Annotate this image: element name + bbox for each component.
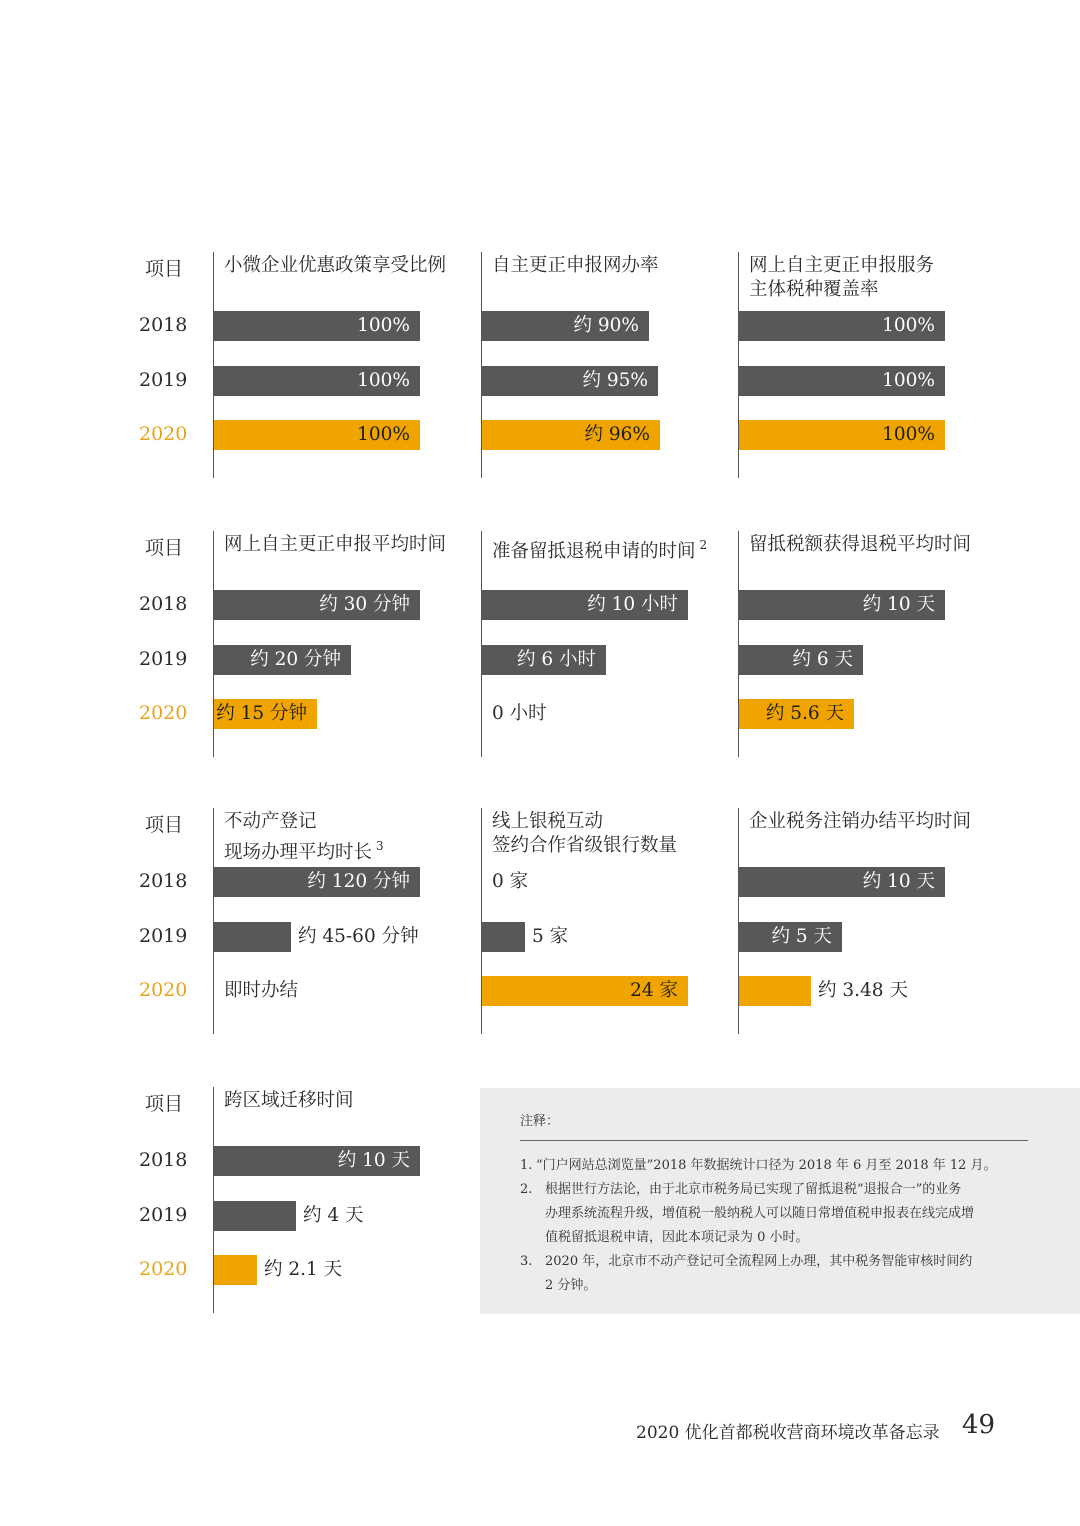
panel-title-line: [749, 810, 971, 834]
bar-value-label: 100%: [882, 424, 935, 445]
panel-title-text: 线上银税互动: [492, 811, 604, 832]
bar-value-label: 约 6 小时: [516, 649, 596, 670]
panel-title-line: [224, 1089, 354, 1113]
bar: [214, 922, 291, 952]
bar-value-label: 100%: [357, 315, 410, 336]
bar-value-label: 24 家: [630, 980, 678, 1001]
bar-value-label: 约 3.48 天: [818, 980, 908, 1001]
row-header-label: 项目: [145, 1093, 184, 1115]
bar-value-label: 约 10 天: [337, 1150, 410, 1171]
year-label: 2018: [139, 314, 188, 336]
panel-title: [492, 810, 677, 858]
panel-title: [224, 810, 384, 865]
panel-title-text: 跨区域迁移时间: [224, 1090, 354, 1111]
bar-value-label: 约 4 天: [303, 1205, 364, 1226]
panel-title: [224, 1089, 354, 1113]
panel-title-text: 小微企业优惠政策享受比例: [224, 255, 447, 276]
note-line: 根据世行方法论，由于北京市税务局已实现了留抵退税“退报合一”的业务: [545, 1182, 962, 1197]
panel-title-line: [224, 834, 384, 865]
bar-value-label: 约 95%: [582, 370, 648, 391]
bar: [214, 1255, 257, 1285]
page-number: 49: [962, 1410, 996, 1440]
bar-value-label: 约 10 天: [862, 594, 935, 615]
panel-title-line: [749, 533, 971, 557]
panel-title-line: [224, 533, 446, 557]
notes-box: [480, 1088, 1080, 1314]
bar-value-label: 约 6 天: [792, 649, 853, 670]
bar-value-label: 约 5.6 天: [765, 703, 844, 724]
year-label: 2019: [139, 648, 188, 670]
bar-value-label: 约 15 分钟: [216, 703, 307, 724]
note-line: 2020 年，北京市不动产登记可全流程网上办理，其中税务智能审核时间约: [545, 1254, 973, 1269]
footnote-marker: 3: [376, 839, 384, 853]
bar-value-label: 约 10 天: [862, 871, 935, 892]
notes-divider: [520, 1140, 1028, 1141]
bar-value-label: 约 2.1 天: [264, 1259, 343, 1280]
panel-title-line: [492, 254, 659, 278]
panel-title-line: [224, 810, 384, 834]
panel-title: [224, 254, 446, 278]
note-number: 2.: [520, 1182, 533, 1197]
panel-title: [492, 533, 707, 564]
panel-title: [749, 533, 971, 557]
year-label: 2020: [139, 1258, 188, 1280]
panel-title-line: [749, 254, 934, 278]
row-header-label: 项目: [145, 537, 184, 559]
bar: [214, 1201, 296, 1231]
bar-value-label: 0 家: [492, 871, 529, 892]
year-label: 2018: [139, 870, 188, 892]
panel-title: [749, 810, 971, 834]
bar-value-label: 约 10 小时: [587, 594, 678, 615]
year-label: 2020: [139, 702, 188, 724]
panel-title-text: 不动产登记: [224, 811, 317, 832]
axis-line: [213, 808, 214, 1034]
panel-title: [492, 254, 659, 278]
year-label: 2018: [139, 593, 188, 615]
bar-value-label: 0 小时: [492, 703, 547, 724]
note-number: 3.: [520, 1254, 533, 1269]
panel-title-text: 准备留抵退税申请的时间: [492, 541, 696, 562]
panel-title-line: [492, 533, 707, 564]
panel-title: [749, 254, 934, 302]
note-number: 1.: [520, 1158, 533, 1173]
panel-title-text: 留抵税额获得退税平均时间: [749, 534, 972, 555]
panel-title-text: 企业税务注销办结平均时间: [749, 811, 972, 832]
panel-title-text: 主体税种覆盖率: [749, 279, 879, 300]
year-label: 2020: [139, 423, 188, 445]
bar-value-label: 约 20 分钟: [250, 649, 341, 670]
panel-title-line: [749, 278, 934, 302]
year-label: 2019: [139, 925, 188, 947]
year-label: 2019: [139, 369, 188, 391]
panel-title: [224, 533, 446, 557]
year-label: 2020: [139, 979, 188, 1001]
bar-value-label: 100%: [357, 370, 410, 391]
panel-title-text: 网上自主更正申报服务: [749, 255, 935, 276]
footer-title: 2020 优化首都税收营商环境改革备忘录: [636, 1423, 940, 1443]
notes-title: 注释：: [520, 1114, 560, 1129]
bar-value-label: 约 30 分钟: [319, 594, 410, 615]
bar-value-label: 即时办结: [224, 980, 299, 1001]
note-line: 值税留抵退税申请，因此本项记录为 0 小时。: [545, 1230, 809, 1245]
panel-title-text: 自主更正申报网办率: [492, 255, 659, 276]
footnote-marker: 2: [699, 538, 708, 552]
panel-title-line: [492, 810, 677, 834]
bar-value-label: 100%: [882, 315, 935, 336]
bar-value-label: 约 96%: [584, 424, 650, 445]
row-header-label: 项目: [145, 814, 184, 836]
axis-line: [481, 531, 482, 757]
bar: [482, 922, 525, 952]
year-label: 2018: [139, 1149, 188, 1171]
panel-title-line: [224, 254, 446, 278]
bar-value-label: 约 120 分钟: [307, 871, 410, 892]
panel-title-text: 现场办理平均时长: [224, 842, 373, 863]
panel-title-line: [492, 834, 677, 858]
note-line: 办理系统流程升级，增值税一般纳税人可以随日常增值税申报表在线完成增: [545, 1206, 975, 1221]
year-label: 2019: [139, 1204, 188, 1226]
bar-value-label: 约 45-60 分钟: [298, 926, 419, 947]
row-header-label: 项目: [145, 258, 184, 280]
bar-value-label: 100%: [357, 424, 410, 445]
bar-value-label: 约 5 天: [771, 926, 832, 947]
bar-value-label: 100%: [882, 370, 935, 391]
bar: [739, 976, 811, 1006]
panel-title-text: 网上自主更正申报平均时间: [224, 534, 447, 555]
panel-title-text: 签约合作省级银行数量: [492, 835, 678, 856]
bar-value-label: 5 家: [532, 926, 569, 947]
bar-value-label: 约 90%: [573, 315, 639, 336]
note-line: 2 分钟。: [545, 1278, 597, 1293]
note-line: “门户网站总浏览量”2018 年数据统计口径为 2018 年 6 月至 2018 年 12 月。: [536, 1158, 997, 1173]
